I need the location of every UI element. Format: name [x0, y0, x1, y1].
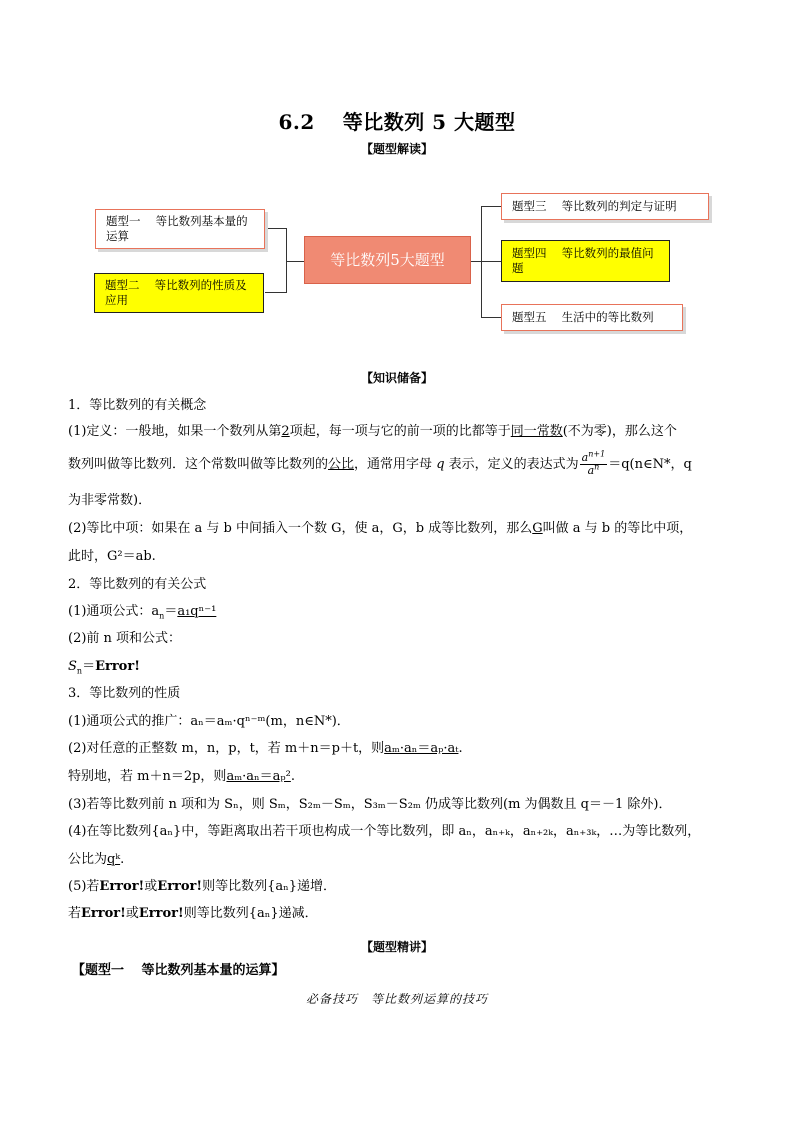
type1-heading: 【题型一 等比数列基本量的运算】	[72, 963, 285, 978]
k1-geometric-mean-line2: 此时，G²＝ab.	[68, 549, 156, 564]
k3-property-4: (4)在等比数列{aₙ}中，等距离取出若干项也构成一个等比数列，即 aₙ，aₙ₊ₖ，aₙ₊₂ₖ，aₙ₊₃ₖ，…为等比数列，	[68, 824, 701, 839]
mindmap-node-label: 题型一 等比数列基本量的运算	[106, 214, 248, 243]
connector	[481, 317, 501, 318]
mindmap-node-label: 题型二 等比数列的性质及应用	[105, 278, 247, 307]
ratio-fraction: $\frac{a^{n+1}}{a^n}$	[581, 449, 606, 477]
connector	[471, 261, 481, 262]
k2-general-term: (1)通项公式：$a_n=a_1q^{n-1}$	[68, 604, 217, 621]
mindmap-node-label: 题型三 等比数列的判定与证明	[512, 199, 677, 213]
mindmap-node-type4	[501, 240, 670, 282]
k3-property-3: (3)若等比数列前 n 项和为 Sₙ，则 Sₘ，S₂ₘ－Sₘ，S₃ₘ－S₂ₘ 仍成等比数列(m 为偶数且 q＝－1 除外)．	[68, 797, 672, 812]
section-heading-read: 【题型解读】	[360, 142, 433, 156]
connector	[265, 292, 287, 293]
section-heading-detail: 【题型精讲】	[360, 940, 433, 954]
connector	[286, 261, 304, 262]
section-heading-knowledge: 【知识储备】	[360, 371, 433, 385]
k3-property-2-special: 特别地，若 m＋n＝2p，则aₘ·aₙ＝aₚ².	[68, 769, 295, 784]
k1-geometric-mean-line1: (2)等比中项：如果在 a 与 b 中间插入一个数 G，使 a，G，b 成等比数列，那么G叫做 a 与 b 的等比中项，	[68, 521, 693, 536]
k1-definition-line1: (1)定义：一般地，如果一个数列从第2项起，每一项与它的前一项的比都等于同一常数(不为零)，那么这个	[68, 424, 677, 439]
k3-heading: 3．等比数列的性质	[68, 686, 181, 701]
mindmap-node-type2	[94, 273, 264, 313]
k1-definition-line3: 为非零常数)．	[68, 493, 152, 508]
mindmap-node-type5	[501, 304, 683, 331]
mindmap-node-label: 题型四 等比数列的最值问题	[512, 246, 654, 275]
k2-sum-formula-label: (2)前 n 项和公式：	[68, 631, 182, 646]
connector	[481, 261, 501, 262]
k3-property-4-ratio: 公比为qᵏ.	[68, 852, 125, 867]
connector	[265, 228, 287, 229]
k3-property-2: (2)对任意的正整数 m，n，p，t，若 m＋n＝p＋t，则aₘ·aₙ＝aₚ·aₜ.	[68, 741, 463, 756]
k2-sum-formula: $S_n=Error$!	[68, 659, 140, 676]
k1-definition-line2: 数列叫做等比数列．这个常数叫做等比数列的公比，通常用字母 q 表示，定义的表达式为 $\frac{a^{n+1}}{a^n}$ ＝q(n∈N*，q	[68, 449, 692, 477]
k3-property-1: (1)通项公式的推广：aₙ＝aₘ·qⁿ⁻ᵐ(m，n∈N*)．	[68, 714, 350, 729]
connector	[481, 206, 501, 207]
mindmap-node-type1	[95, 209, 265, 249]
page-title: 6.2 等比数列 5 大题型	[278, 110, 516, 134]
k3-property-5-increasing: (5)若Error!或Error!则等比数列{aₙ}递增．	[68, 879, 337, 894]
k3-property-5-decreasing: 若Error!或Error!则等比数列{aₙ}递减．	[68, 906, 318, 921]
mindmap-center-node	[304, 236, 471, 284]
k1-heading: 1．等比数列的有关概念	[68, 398, 207, 413]
mindmap-node-label: 题型五 生活中的等比数列	[512, 310, 654, 324]
mindmap-node-type3	[501, 193, 709, 220]
mindmap-center-label: 等比数列5大题型	[330, 250, 445, 269]
skill-heading: 必备技巧 等比数列运算的技巧	[305, 992, 488, 1006]
k2-heading: 2．等比数列的有关公式	[68, 577, 207, 592]
